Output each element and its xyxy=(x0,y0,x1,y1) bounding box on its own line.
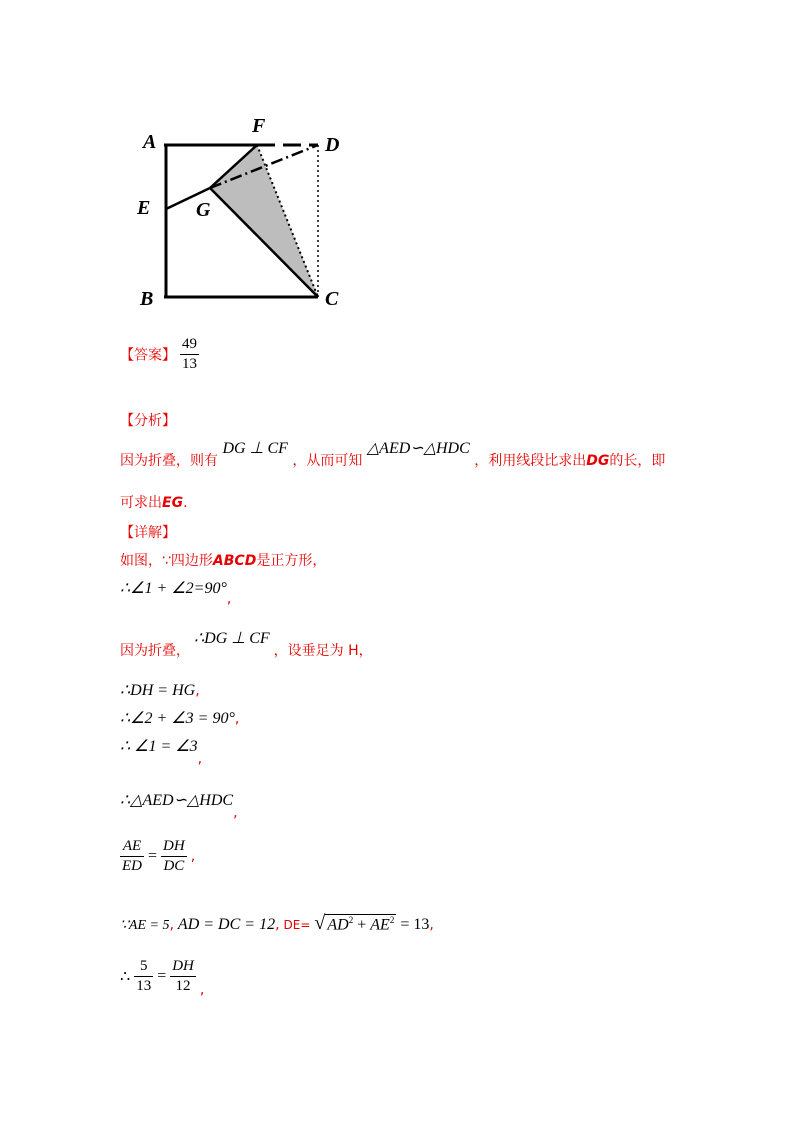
final-num-1: 5 xyxy=(134,958,153,977)
final-num-2: DH xyxy=(170,958,196,977)
ratio-den-1: ED xyxy=(122,858,142,874)
radicand-ad: AD xyxy=(327,916,349,933)
detail-comma-8: , xyxy=(190,848,196,865)
ratio-num-1: AE xyxy=(120,838,144,857)
analysis-text-e: 的长，即 xyxy=(609,453,666,469)
detail-line-6 xyxy=(120,736,202,767)
label-g: G xyxy=(196,199,211,221)
label-a: A xyxy=(143,131,157,153)
final-equals: = xyxy=(157,967,167,985)
sqrt-radicand xyxy=(325,914,396,934)
detail-text-3a: 因为折叠， xyxy=(120,643,190,659)
answer-numerator: 49 xyxy=(180,336,199,355)
sqrt-result: = 13 xyxy=(396,916,430,933)
analysis-eg: EG xyxy=(162,495,184,511)
therefore-symbol: ∴ xyxy=(120,968,131,986)
detail-text-3b: ，设垂足为 H， xyxy=(273,643,373,659)
detail-line-3 xyxy=(120,628,373,660)
analysis-line-2 xyxy=(120,492,188,512)
final-den-1: 13 xyxy=(136,978,152,994)
detail-line-7 xyxy=(120,790,238,821)
shaded-triangle xyxy=(210,145,318,296)
detail-text-1a: 如图，∵四边形 xyxy=(120,553,213,569)
analysis-text-c: ，利用线段比求出 xyxy=(474,453,587,469)
detail-math-6: ∴ ∠1 = ∠3 xyxy=(120,738,198,755)
detail-math-9a: ∵AE = 5 xyxy=(120,918,170,933)
detail-comma-9a: , xyxy=(169,917,174,933)
detail-line-4 xyxy=(120,680,200,700)
label-e: E xyxy=(137,197,151,219)
final-fraction-1 xyxy=(134,958,153,995)
detail-comma-9c: , xyxy=(429,917,434,933)
detail-math-9b: AD = DC = 12 xyxy=(177,916,276,933)
detail-text-1c: 是正方形， xyxy=(256,553,327,569)
detail-line-1 xyxy=(120,550,326,570)
detail-line-5 xyxy=(120,708,239,728)
detail-de-label: DE= xyxy=(283,918,311,932)
detail-comma-6: , xyxy=(197,751,203,767)
detail-comma-10: , xyxy=(199,982,205,999)
sqrt-expression xyxy=(314,912,396,935)
answer-row xyxy=(120,336,199,373)
analysis-text-f: 可求出 xyxy=(120,495,162,511)
detail-comma-5: , xyxy=(234,711,240,727)
detail-line-2 xyxy=(120,578,231,607)
ratio-equals: = xyxy=(148,847,158,865)
detail-math-4: ∴DH = HG xyxy=(120,682,196,699)
final-den-2: 12 xyxy=(175,978,191,994)
detail-comma-7: , xyxy=(233,805,238,821)
label-b: B xyxy=(140,288,154,310)
detail-math-3: ∴DG ⊥ CF xyxy=(194,630,270,647)
ratio-den-2: DC xyxy=(163,858,185,874)
label-c: C xyxy=(325,288,339,310)
analysis-text-a: 因为折叠，则有 xyxy=(120,453,218,469)
answer-fraction xyxy=(180,336,199,373)
ratio-fraction-1 xyxy=(120,838,144,875)
detail-line-10 xyxy=(120,958,204,998)
radicand-ae: AE xyxy=(370,916,390,933)
analysis-period: . xyxy=(183,495,188,511)
detail-comma-2: , xyxy=(226,591,232,607)
sqrt-symbol: √ xyxy=(314,912,326,934)
detail-math-5: ∴∠2 + ∠3 = 90° xyxy=(120,710,235,727)
detail-tag: 【详解】 xyxy=(120,525,176,541)
ratio-num-2: DH xyxy=(161,838,187,857)
detail-math-7: ∴△AED∽△HDC xyxy=(120,792,234,809)
detail-math-2: ∴∠1 + ∠2=90° xyxy=(120,580,227,597)
label-d: D xyxy=(325,134,340,156)
analysis-math-2: △AED∽△HDC xyxy=(366,440,470,457)
radicand-ae-exp: 2 xyxy=(389,914,395,925)
answer-tag: 【答案】 xyxy=(120,347,176,364)
radicand-ad-exp: 2 xyxy=(348,914,354,925)
detail-comma-4: , xyxy=(195,683,200,699)
analysis-line-1 xyxy=(120,438,665,470)
answer-denominator: 13 xyxy=(182,356,197,372)
radicand-plus: + xyxy=(353,916,371,933)
detail-line-9 xyxy=(120,912,434,935)
final-fraction-2 xyxy=(170,958,196,995)
detail-abcd: ABCD xyxy=(212,553,257,569)
label-f: F xyxy=(252,115,266,137)
detail-line-8 xyxy=(120,838,195,875)
analysis-tag: 【分析】 xyxy=(120,413,176,429)
analysis-text-b: ，从而可知 xyxy=(292,453,363,469)
analysis-dg: DG xyxy=(586,453,610,469)
analysis-math-1: DG ⊥ CF xyxy=(222,440,288,457)
detail-comma-9b: , xyxy=(275,917,280,933)
ratio-fraction-2 xyxy=(161,838,187,875)
